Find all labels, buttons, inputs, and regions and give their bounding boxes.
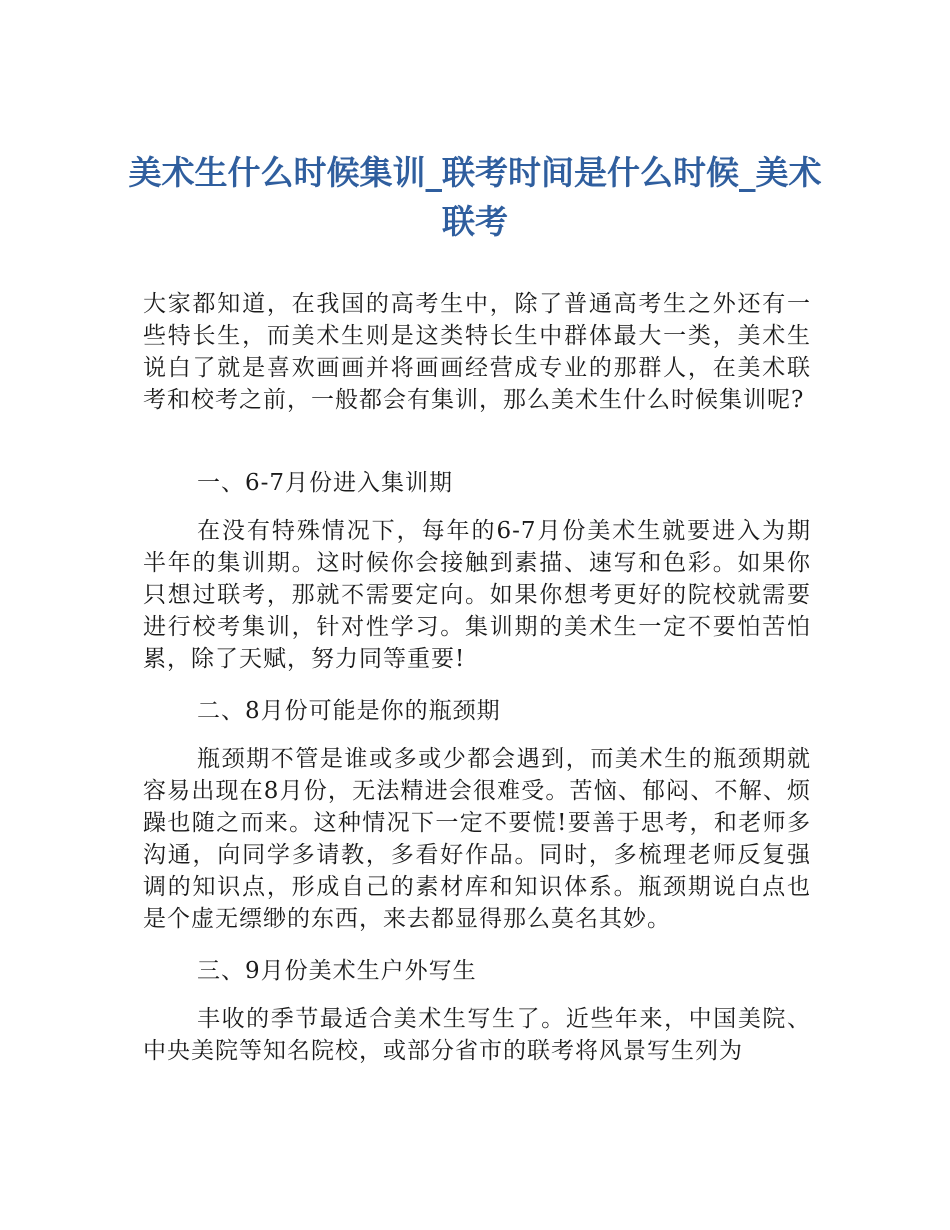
section-heading-2: 二、8月份可能是你的瓶颈期 — [197, 698, 501, 724]
document-title: 美术生什么时候集训_联考时间是什么时候_美术联考 — [128, 153, 822, 241]
section-heading-1: 一、6-7月份进入集训期 — [197, 470, 454, 496]
section-paragraph-1: 在没有特殊情况下，每年的6-7月份美术生就要进入为期半年的集训期。这时候你会接触到素描、速写和色彩。如果你只想过联考，那就不需要定向。如果你想考更好的院校就需要进行校考集训，针对性学习。集训期的美术生一定不要怕苦怕累，除了天赋，努力同等重要! — [143, 518, 811, 672]
section-heading-3: 三、9月份美术生户外写生 — [197, 958, 477, 984]
section-paragraph-3: 丰收的季节最适合美术生写生了。近些年来，中国美院、中央美院等知名院校，或部分省市的联考将风景写生列为 — [143, 1006, 811, 1064]
section-paragraph-2: 瓶颈期不管是谁或多或少都会遇到，而美术生的瓶颈期就容易出现在8月份，无法精进会很难受。苦恼、郁闷、不解、烦躁也随之而来。这种情况下一定不要慌!要善于思考，和老师多沟通，向同学多请教，多看好作品。同时，多梳理老师反复强调的知识点，形成自己的素材库和知识体系。瓶颈期说白点也是个虚无缥缈的东西，来去都显得那么莫名其妙。 — [143, 746, 811, 932]
intro-paragraph: 大家都知道，在我国的高考生中，除了普通高考生之外还有一些特长生，而美术生则是这类特长生中群体最大一类，美术生说白了就是喜欢画画并将画画经营成专业的那群人，在美术联考和校考之前，一般都会有集训，那么美术生什么时候集训呢? — [143, 291, 811, 413]
